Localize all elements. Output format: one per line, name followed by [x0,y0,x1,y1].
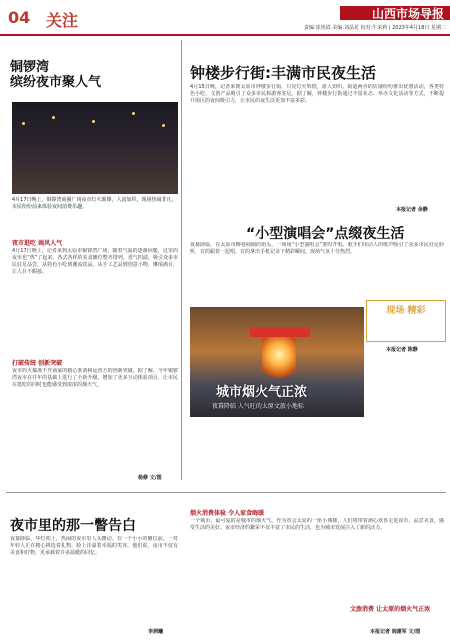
light-bulb [162,124,165,127]
article5-byline: 本报记者 阎建军 文/图 [370,629,421,635]
article4-body: 夜幕降临，华灯初上，热闹的夜市里人头攒动。在一个小小的摊位前，一对年轻人正在精心挑选着礼物，脸上洋溢着幸福的笑容。他们说，夜市不仅有美食和好物，更承载着许多温暖的回忆。 [10,536,178,556]
street-performance-photo [190,307,364,417]
article3-byline: 本报记者 陈静 [386,347,418,353]
newspaper-name: 山西市场导报 [371,7,444,21]
article5-subhead: 烟火消费体验 令人家食晦暖 [190,510,265,517]
article1-subhead-2: 打破传统 创新突破 [12,360,63,367]
header-divider [0,34,450,36]
article1-body-2: 夜市的火爆离不开商家的精心准备和运营方的创新突破。据了解，今年铜锣湾夜市在往年的基础上进行了全新升级，增加了更多互动体验项目，让市民在逛吃的同时也能感受到浓浓的烟火气。 [12,368,178,388]
article1-headline [10,60,170,90]
section-title: 关注 [46,11,79,30]
article2-headline: 钟楼步行街:丰满市民夜生活 [190,64,376,82]
article2-body: 4月15日晚，记者来到太原市钟楼步行街，只见灯火辉煌，游人如织。街道两旁的店铺纷纷推出优惠活动，各类特色小吃、文创产品吸引了众多市民和游客驻足。据了解，钟楼步行街通过丰富业态、举办文化活动等方式，不断提升街区的夜间吸引力，让市民的夜生活更加丰富多彩。 [190,84,444,104]
edition-info: 责编:崔艳霞 美编:刘晶花 校对:牛荣莉 | 2023年4月18日 星期二 [304,25,446,31]
article4-headline: 夜市里的那一瞥告白 [10,518,136,534]
photo-caption: 4月17日晚上，铜锣湾商圈广场夜市灯火璀璨，人流如织，现场热闹非凡，市民纷纷前来体验夜间消费乐趣。 [12,197,177,210]
article5-body: 一个城市，最可爱的是城市的烟火气。作为省会太原的一座小城楼，人们将带着满心欢喜走进夜市，品尝美食，感受生活的美好。夜市经济的繁荣不仅丰富了市民的生活，也为城市发展注入了新的活力。 [190,518,444,531]
article1-body: 4月17日晚上，记者来到太原市铜锣湾广场，随着气温的逐渐回暖，这里的夜市也“热”了起来。各式各样的美食摊位整齐排列，香气四溢，吸引众多市民驻足品尝。从特色小吃到潮流饮品，从手工艺品到创意小物，琳琅满目，让人目不暇接。 [12,248,178,275]
photo-overlay-title: 城市烟火气正浓 [216,385,308,400]
fire-performance [262,337,296,381]
light-bulb [92,120,95,123]
article1-headline-line1: 铜锣湾 [10,60,50,75]
light-bulb [132,112,135,115]
article3-body: 夜幕降临，在太原市柳巷商圈的街头，一场场“小型演唱会”准时开唱。歌手们用动人的歌声吸引了众多市民驻足聆听，有的跟着一起唱，有的拿出手机记录下精彩瞬间，现场气氛十分热烈。 [190,242,444,255]
page-number: 04 [8,8,31,27]
section-divider [6,492,446,493]
stage-banner [250,327,310,337]
article1-byline: 杨修 文/图 [138,475,162,481]
light-bulb [22,122,25,125]
light-bulb [52,116,55,119]
article1-subhead: 夜市逛吃 画风人气 [12,240,63,247]
article4-byline: 李洞曦 [148,629,164,635]
article5-subhead-2: 文旅消费 让太原的烟火气正浓 [350,606,431,613]
column-divider [181,40,182,480]
photo-overlay-subtitle: 夜幕降临 人气旺的太原文旅小地标 [212,403,304,410]
article3-headline: “小型演唱会”点缀夜生活 [246,226,405,242]
highlight-badge: 现场 精彩 [366,300,446,342]
page-header [0,0,450,36]
article1-headline-line2: 缤纷夜市聚人气 [10,75,102,90]
article2-byline: 本报记者 余静 [396,207,428,213]
night-market-photo [12,102,178,194]
